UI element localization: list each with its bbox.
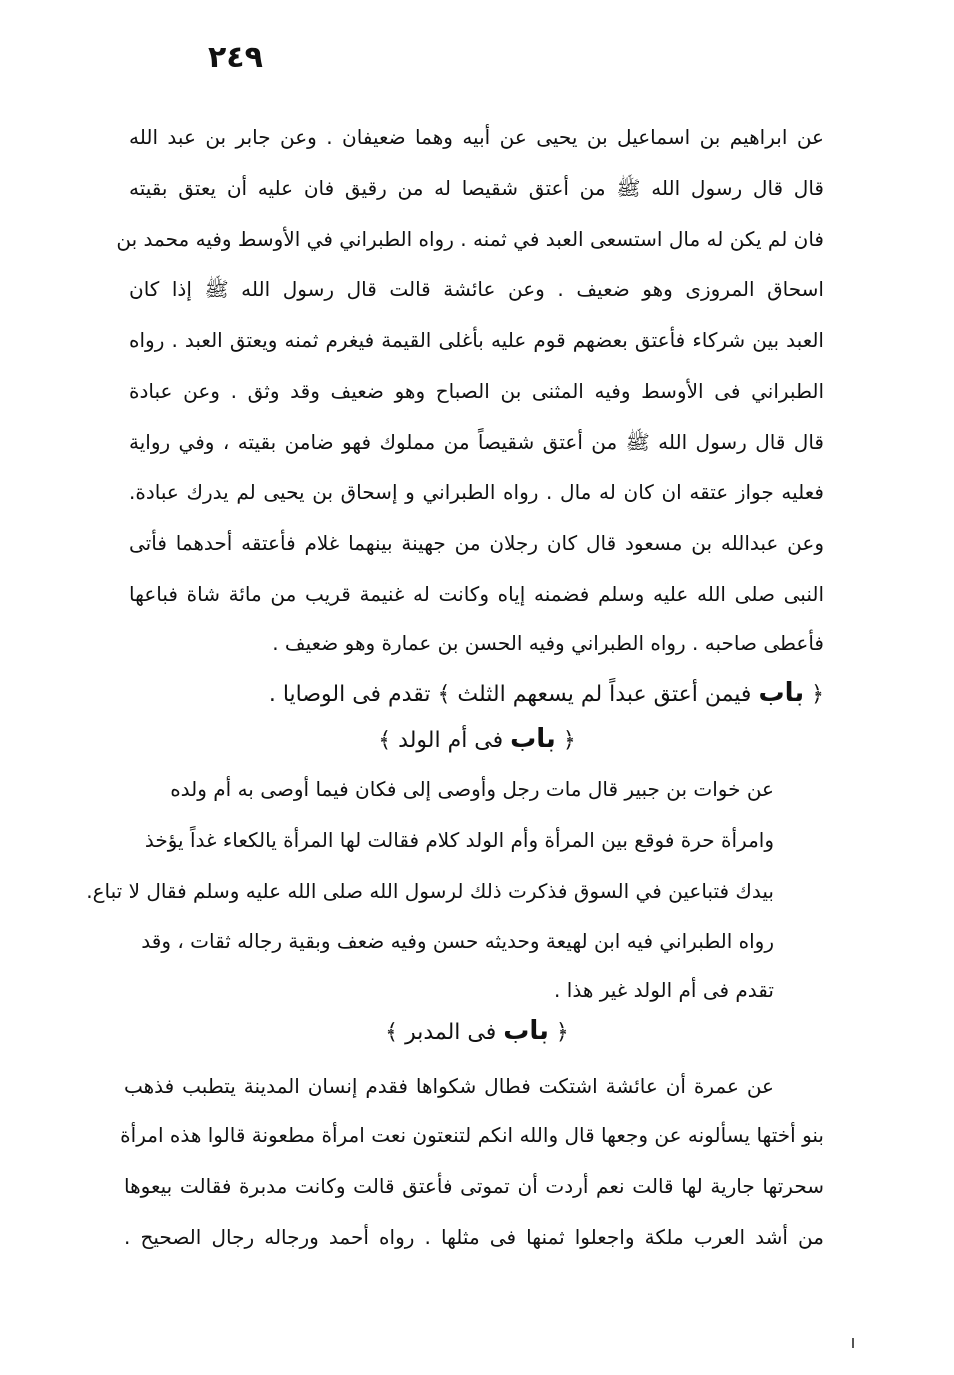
heading-bab-label: باب bbox=[758, 678, 805, 708]
text-line: بيدك فتباعين في السوق فذكرت ذلك لرسول الله صلى الله عليه وسلم فقال لا تباع. bbox=[86, 879, 774, 903]
text-line: اسحاق المروزى وهو ضعيف . وعن عائشة قالت قال رسول الله ﷺ إذا كان bbox=[129, 277, 824, 301]
heading-bracket-close: ﴾ bbox=[378, 728, 392, 753]
page-number: ٢٤٩ bbox=[208, 40, 263, 75]
heading-bracket-close: ﴾ bbox=[437, 682, 451, 707]
text-line: عن ابراهيم بن اسماعيل بن يحيى عن أبيه وهما ضعيفان . وعن جابر بن عبد الله bbox=[129, 125, 824, 149]
heading-bracket-open: ﴿ bbox=[555, 1020, 569, 1045]
scan-mark bbox=[852, 1338, 854, 1348]
chapter-heading bbox=[0, 722, 954, 756]
chapter-heading bbox=[129, 676, 824, 710]
text-line: العبد بين شركاء فأعتق بعضهم قوم عليه بأغلى القيمة فيغرم ثمنه ويعتق العبد . رواه bbox=[129, 328, 824, 352]
text-line: وعن عبدالله بن مسعود قال كان رجلان من جهينة بينهما غلام فأعتقه أحدهما فأتى bbox=[129, 531, 824, 555]
heading-bracket-open: ﴿ bbox=[562, 728, 576, 753]
text-line: رواه الطبراني فيه ابن لهيعة وحديثه حسن وفيه ضعف وبقية رجاله ثقات ، وقد bbox=[141, 929, 774, 953]
text-line: قال قال رسول الله ﷺ من أعتق شقيصا له من رقيق فان عليه أن يعتق بقيته bbox=[129, 176, 824, 200]
text-line: فان لم يكن له مال استسعى العبد في ثمنه . رواه الطبراني في الأوسط وفيه محمد بن bbox=[116, 227, 824, 251]
text-line: بنو أختها يسألونه عن وجعها قال والله انكم لتنعتون نعت امرأة مطعونة قالوا هذه امرأة bbox=[120, 1123, 824, 1147]
heading-title: فى المدبر bbox=[405, 1020, 497, 1045]
text-line: من أشد العرب ملكة واجعلوا ثمنها فى مثلها . رواه أحمد ورجاله رجال الصحيح . bbox=[124, 1225, 824, 1249]
text-line: عن عمرة أن عائشة اشتكت فطال شكواها فقدم إنسان المدينة يتطبب فذهب bbox=[124, 1074, 774, 1098]
heading-bracket-close: ﴾ bbox=[385, 1020, 399, 1045]
text-line: فعليه جواز عتقه ان كان له مال . رواه الطبراني و إسحاق بن يحيى لم يدرك عبادة. bbox=[129, 480, 824, 504]
heading-title: فيمن أعتق عبداً لم يسعهم الثلث bbox=[457, 682, 752, 707]
text-line: قال قال رسول الله ﷺ من أعتق شقيصاً من مملوك فهو ضامن بقيته ، وفي رواية bbox=[129, 430, 824, 454]
text-line: الطبراني فى الأوسط وفيه المثنى بن الصباح وهو ضعيف وقد وثق . وعن عبادة bbox=[129, 379, 824, 403]
heading-bracket-open: ﴿ bbox=[811, 682, 824, 707]
text-line: عن خوات بن جبير قال مات رجل وأوصى إلى فكان فيما أوصى به أم ولده bbox=[170, 777, 774, 801]
text-line: وامرأة حرة فوقع بين المرأة وأم الولد كلام فقالت لها المرأة يالكعاء غداً يؤخذ bbox=[144, 828, 774, 852]
heading-bab-label: باب bbox=[510, 724, 556, 754]
heading-note: تقدم فى الوصايا . bbox=[268, 682, 431, 707]
text-line: سحرتها جارية لها قالت نعم أردت أن تموتى فأعتق قالت وكانت مدبرة فقالت بيعوها bbox=[124, 1174, 824, 1198]
text-line: تقدم فى أم الولد غير هذا . bbox=[554, 978, 774, 1002]
heading-title: فى أم الولد bbox=[398, 728, 504, 753]
chapter-heading bbox=[0, 1014, 954, 1048]
text-line: النبى صلى الله عليه وسلم فضمنه إياه وكانت له غنيمة قريب من مائة شاة فباعها bbox=[129, 582, 824, 606]
text-line: فأعطى صاحبه . رواه الطبراني وفيه الحسن بن عمارة وهو ضعيف . bbox=[272, 631, 824, 655]
heading-bab-label: باب bbox=[503, 1016, 549, 1046]
